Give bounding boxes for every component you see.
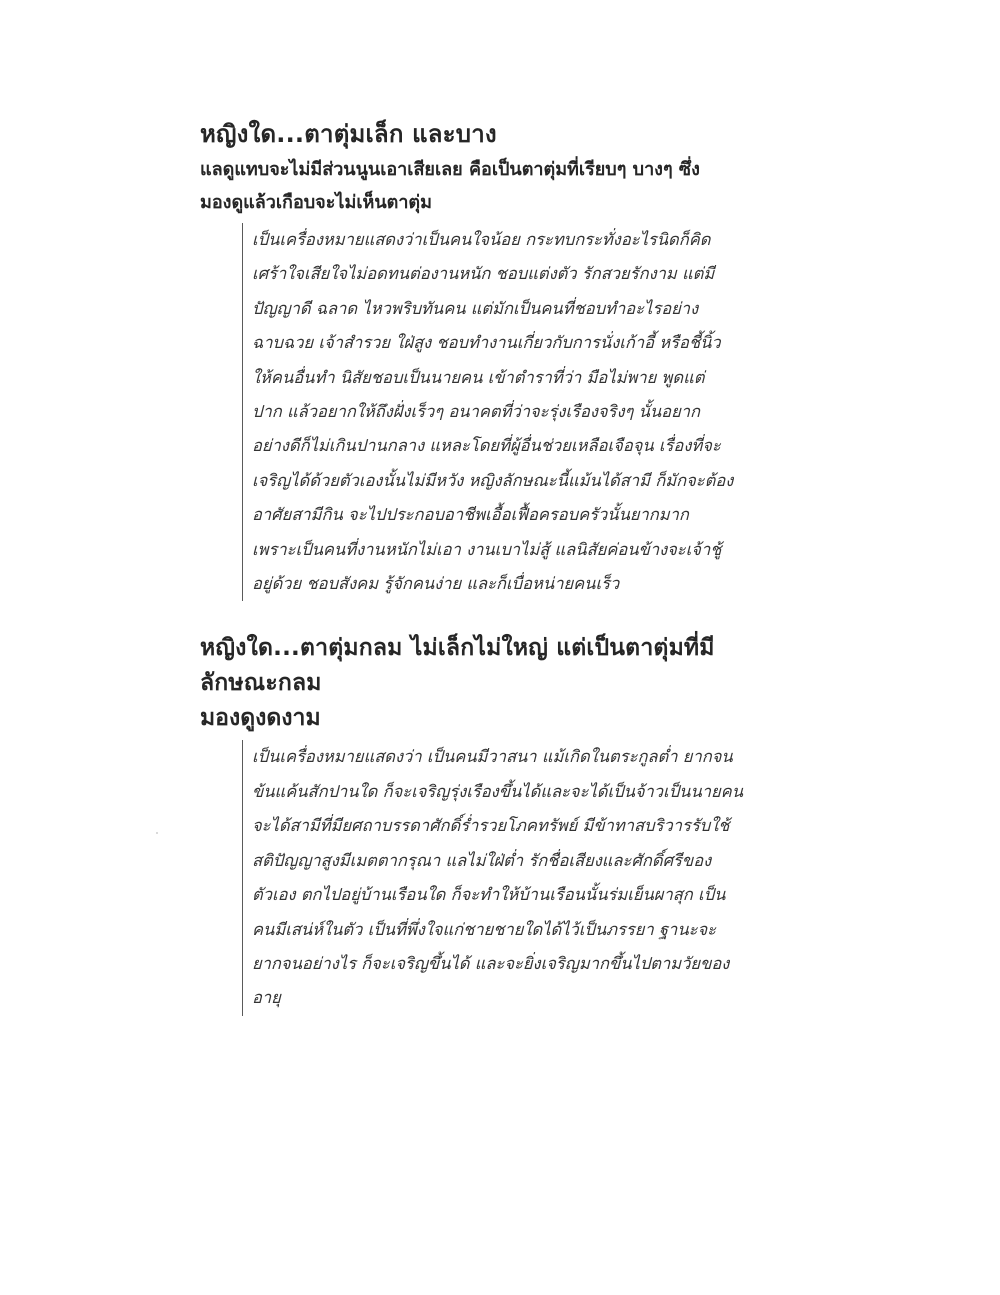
body-line: จะได้สามีที่มียศถาบรรดาศักดิ์ร่ำรวยโภคทรัพย์ มีข้าทาสบริวารรับใช้ — [252, 816, 730, 836]
body-line: ให้คนอื่นทำ นิสัยชอบเป็นนายคน เข้าตำราที่ว่า มือไม่พาย พูดแต่ — [252, 367, 705, 387]
body-line: คนมีเสน่ห์ในตัว เป็นที่พึ่งใจแก่ชายชายใดได้ไว้เป็นภรรยา ฐานะจะ — [252, 919, 716, 939]
section-heading — [200, 115, 780, 219]
body-line: เพราะเป็นคนที่งานหนักไม่เอา งานเบาไม่สู้ แลนิสัยค่อนข้างจะเจ้าชู้ — [252, 539, 722, 559]
body-line: อายุ — [252, 988, 281, 1008]
section-small-thin-ankle — [200, 115, 780, 601]
body-line: ฉาบฉวย เจ้าสำรวย ใฝ่สูง ชอบทำงานเกี่ยวกับการนั่งเก้าอี้ หรือชี้นิ้ว — [252, 333, 721, 353]
body-line: เศร้าใจเสียใจไม่อดทนต่องานหนัก ชอบแต่งตัว รักสวยรักงาม แต่มี — [252, 264, 715, 284]
section-title: หญิงใด...ตาตุ่มเล็ก และบาง — [200, 120, 497, 148]
body-line: ข้นแค้นสักปานใด ก็จะเจริญรุ่งเรืองขึ้นได้และจะได้เป็นจ้าวเป็นนายคน — [252, 781, 743, 801]
body-line: ปาก แล้วอยากให้ถึงฝั่งเร็วๆ อนาคตที่ว่าจะรุ่งเรืองจริงๆ นั้นอยาก — [252, 402, 701, 422]
body-line: อย่างดีก็ไม่เกินปานกลาง แหละโดยที่ผู้อื่นช่วยเหลือเจือจุน เรื่องที่จะ — [252, 436, 721, 456]
body-line: ยากจนอย่างไร ก็จะเจริญขึ้นได้ และจะยิ่งเจริญมากขึ้นไปตามวัยของ — [252, 953, 730, 973]
section-title: หญิงใด...ตาตุ่มกลม ไม่เล็กไม่ใหญ่ แต่เป็นตาตุ่มที่มีลักษณะกลม — [200, 635, 715, 697]
section-body-quote — [242, 740, 780, 1015]
body-line: อยู่ด้วย ชอบสังคม รู้จักคนง่าย และก็เบื่อหน่ายคนเร็ว — [252, 574, 620, 594]
body-line: ปัญญาดี ฉลาด ไหวพริบทันคน แต่มักเป็นคนที่ชอบทำอะไรอย่าง — [252, 298, 699, 318]
body-line: เป็นเครื่องหมายแสดงว่า เป็นคนมีวาสนา แม้เกิดในตระกูลต่ำ ยากจน — [252, 747, 733, 767]
section-subtitle-line: มองดูงดงาม — [200, 705, 321, 732]
scan-speck — [156, 832, 158, 834]
body-line: เป็นเครื่องหมายแสดงว่าเป็นคนใจน้อย กระทบกระทั่งอะไรนิดก็คิด — [252, 230, 711, 249]
section-subtitle-line: แลดูแทบจะไม่มีส่วนนูนเอาเสียเลย คือเป็นตาตุ่มที่เรียบๆ บางๆ ซึ่ง — [200, 159, 700, 180]
section-heading — [200, 631, 780, 736]
body-line: เจริญได้ด้วยตัวเองนั้นไม่มีหวัง หญิงลักษณะนี้แม้นได้สามี ก็มักจะต้อง — [252, 470, 734, 490]
body-line: สติปัญญาสูงมีเมตตากรุณา แลไม่ใฝ่ต่ำ รักชื่อเสียงและศักดิ์ศรีของ — [252, 850, 712, 870]
document-page — [200, 115, 780, 1046]
body-line: อาศัยสามีกิน จะไปประกอบอาชีพเอื้อเฟื้อครอบครัวนั้นยากมาก — [252, 505, 689, 525]
body-line: ตัวเอง ตกไปอยู่บ้านเรือนใด ก็จะทำให้บ้านเรือนนั้นร่มเย็นผาสุก เป็น — [252, 885, 726, 905]
section-round-ankle — [200, 631, 780, 1015]
section-subtitle-line: มองดูแล้วเกือบจะไม่เห็นตาตุ่ม — [200, 192, 432, 213]
section-body-quote — [242, 223, 780, 601]
